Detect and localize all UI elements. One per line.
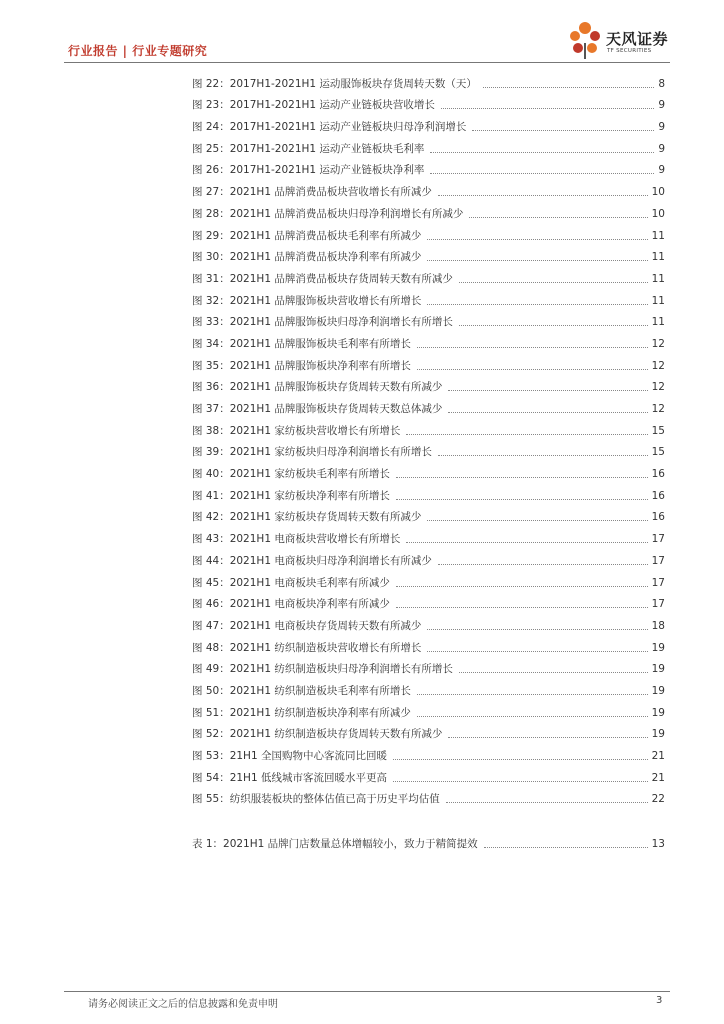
entry-page-number: 22 [651, 793, 665, 806]
dot-leader [427, 304, 647, 305]
entry-page-number: 11 [651, 229, 665, 242]
table-index-list [192, 829, 665, 851]
figure-index-entry[interactable] [192, 134, 665, 156]
dot-leader [459, 672, 648, 673]
logo-text-cn: 天风证券 [606, 30, 669, 48]
dot-leader [469, 217, 647, 218]
entry-page-number: 17 [651, 554, 665, 567]
entry-page-number: 12 [651, 381, 665, 394]
dot-leader [396, 607, 648, 608]
dot-leader [430, 152, 654, 153]
entry-title: 表 1：2021H1 品牌门店数量总体增幅较小，致力于精简提效 [192, 837, 478, 850]
entry-title: 图 40：2021H1 家纺板块毛利率有所增长 [192, 468, 390, 481]
figure-index-entry[interactable] [192, 611, 665, 633]
dot-leader [417, 369, 648, 370]
dot-leader [396, 477, 648, 478]
entry-title: 图 25：2017H1-2021H1 运动产业链板块毛利率 [192, 142, 425, 155]
dot-leader [427, 239, 647, 240]
entry-page-number: 11 [651, 294, 665, 307]
entry-page-number: 12 [651, 359, 665, 372]
entry-page-number: 21 [651, 750, 665, 762]
entry-page-number: 19 [651, 641, 665, 654]
figure-index-entry[interactable] [192, 590, 665, 612]
entry-title: 图 38：2021H1 家纺板块营收增长有所增长 [192, 424, 401, 437]
dot-leader [459, 282, 648, 283]
figure-index-entry[interactable] [192, 785, 665, 807]
report-category: 行业报告 | 行业专题研究 [68, 44, 208, 58]
entry-page-number: 19 [651, 706, 665, 719]
header-divider [64, 62, 670, 63]
dot-leader [393, 781, 648, 782]
logo-text-en: TF SECURITIES [607, 48, 652, 54]
figure-index-entry[interactable] [192, 91, 665, 113]
entry-title: 图 55：纺织服装板块的整体估值已高于历史平均估值 [192, 793, 440, 806]
entry-title: 图 41：2021H1 家纺板块净利率有所增长 [192, 489, 390, 502]
entry-title: 图 30：2021H1 品牌消费品板块净利率有所减少 [192, 251, 422, 264]
figure-index-entry[interactable] [192, 394, 665, 416]
figure-index-entry[interactable] [192, 308, 665, 330]
flower-logo-icon [566, 20, 604, 60]
entry-title: 图 36：2021H1 品牌服饰板块存货周转天数有所减少 [192, 381, 443, 394]
figure-index-entry[interactable] [192, 416, 665, 438]
figure-index-entry[interactable] [192, 676, 665, 698]
entry-page-number: 9 [658, 121, 665, 134]
entry-title: 图 39：2021H1 家纺板块归母净利润增长有所增长 [192, 446, 432, 459]
figure-index-entry[interactable] [192, 481, 665, 503]
figure-index-entry[interactable] [192, 741, 665, 763]
company-logo [566, 20, 676, 60]
figure-index-entry[interactable] [192, 243, 665, 265]
dot-leader [448, 412, 647, 413]
entry-page-number: 12 [651, 403, 665, 415]
dot-leader [438, 195, 648, 196]
figure-index-entry[interactable] [192, 156, 665, 178]
entry-title: 图 26：2017H1-2021H1 运动产业链板块净利率 [192, 164, 425, 177]
figure-index-entry[interactable] [192, 221, 665, 243]
dot-leader [417, 716, 648, 717]
entry-title: 图 22：2017H1-2021H1 运动服饰板块存货周转天数（天） [192, 77, 477, 90]
figure-index-entry[interactable] [192, 698, 665, 720]
dot-leader [472, 130, 654, 131]
figure-index-entry[interactable] [192, 329, 665, 351]
figure-index-entry[interactable] [192, 524, 665, 546]
dot-leader [430, 173, 654, 174]
dot-leader [417, 694, 648, 695]
entry-page-number: 19 [651, 728, 665, 741]
figure-index-entry[interactable] [192, 438, 665, 460]
entry-page-number: 16 [651, 468, 665, 481]
dot-leader [406, 434, 647, 435]
footer-divider [64, 991, 670, 992]
dot-leader [459, 325, 648, 326]
dot-leader [438, 455, 648, 456]
page-number: 3 [656, 995, 663, 1006]
entry-title: 图 42：2021H1 家纺板块存货周转天数有所减少 [192, 511, 422, 524]
dot-leader [446, 802, 648, 803]
figure-index-entry[interactable] [192, 177, 665, 199]
entry-page-number: 15 [651, 446, 665, 459]
page-header [0, 0, 724, 64]
dot-leader [427, 260, 647, 261]
dot-leader [448, 390, 647, 391]
entry-page-number: 11 [651, 251, 665, 264]
entry-title: 图 31：2021H1 品牌消费品板块存货周转天数有所减少 [192, 272, 453, 285]
entry-page-number: 13 [651, 837, 665, 850]
dot-leader [484, 847, 648, 848]
figure-index-entry[interactable] [192, 69, 665, 91]
entry-page-number: 19 [651, 663, 665, 676]
entry-page-number: 19 [651, 684, 665, 697]
figure-index-entry[interactable] [192, 655, 665, 677]
entry-page-number: 17 [651, 598, 665, 611]
figure-index-entry[interactable] [192, 286, 665, 308]
figure-index-entry[interactable] [192, 112, 665, 134]
entry-title: 图 24：2017H1-2021H1 运动产业链板块归母净利润增长 [192, 121, 467, 134]
entry-page-number: 11 [651, 272, 665, 285]
figure-index-entry[interactable] [192, 568, 665, 590]
entry-page-number: 11 [651, 316, 665, 329]
entry-page-number: 21 [651, 771, 665, 784]
table-index-entry[interactable] [192, 829, 665, 851]
entry-page-number: 16 [651, 489, 665, 502]
dot-leader [396, 586, 648, 587]
figure-index-entry[interactable] [192, 633, 665, 655]
entry-title: 图 28：2021H1 品牌消费品板块归母净利润增长有所减少 [192, 207, 464, 220]
figure-index-entry[interactable] [192, 351, 665, 373]
entry-title: 图 51：2021H1 纺织制造板块净利率有所减少 [192, 706, 411, 719]
entry-title: 图 37：2021H1 品牌服饰板块存货周转天数总体减少 [192, 403, 443, 415]
entry-page-number: 15 [651, 424, 665, 437]
figure-index-list [192, 69, 665, 806]
entry-page-number: 10 [651, 186, 665, 199]
entry-page-number: 9 [658, 142, 665, 155]
entry-title: 图 49：2021H1 纺织制造板块归母净利润增长有所增长 [192, 663, 453, 676]
figure-index-entry[interactable] [192, 264, 665, 286]
entry-title: 图 45：2021H1 电商板块毛利率有所减少 [192, 576, 390, 589]
entry-title: 图 47：2021H1 电商板块存货周转天数有所减少 [192, 619, 422, 632]
entry-title: 图 29：2021H1 品牌消费品板块毛利率有所减少 [192, 229, 422, 242]
dot-leader [406, 542, 647, 543]
figure-index-entry[interactable] [192, 546, 665, 568]
dot-leader [417, 347, 648, 348]
entry-title: 图 34：2021H1 品牌服饰板块毛利率有所增长 [192, 337, 411, 350]
entry-title: 图 46：2021H1 电商板块净利率有所减少 [192, 598, 390, 611]
dot-leader [396, 499, 648, 500]
entry-title: 图 53：21H1 全国购物中心客流同比回暖 [192, 750, 387, 762]
entry-page-number: 10 [651, 207, 665, 220]
entry-title: 图 48：2021H1 纺织制造板块营收增长有所增长 [192, 641, 422, 654]
dot-leader [393, 759, 648, 760]
entry-page-number: 9 [658, 164, 665, 177]
entry-title: 图 27：2021H1 品牌消费品板块营收增长有所减少 [192, 186, 432, 199]
entry-title: 图 33：2021H1 品牌服饰板块归母净利润增长有所增长 [192, 316, 453, 329]
dot-leader [438, 564, 648, 565]
dot-leader [448, 737, 647, 738]
entry-title: 图 43：2021H1 电商板块营收增长有所增长 [192, 533, 401, 546]
entry-title: 图 44：2021H1 电商板块归母净利润增长有所减少 [192, 554, 432, 567]
dot-leader [483, 87, 654, 88]
footer-disclaimer: 请务必阅读正文之后的信息披露和免责申明 [88, 999, 278, 1010]
figure-index-entry[interactable] [192, 720, 665, 742]
entry-page-number: 12 [651, 337, 665, 350]
figure-index-entry[interactable] [192, 373, 665, 395]
entry-title: 图 50：2021H1 纺织制造板块毛利率有所增长 [192, 684, 411, 697]
dot-leader [441, 108, 654, 109]
entry-page-number: 17 [651, 533, 665, 546]
entry-page-number: 9 [658, 99, 665, 112]
figure-index-entry[interactable] [192, 199, 665, 221]
dot-leader [427, 520, 647, 521]
entry-page-number: 17 [651, 576, 665, 589]
entry-title: 图 54：21H1 低线城市客流回暖水平更高 [192, 771, 387, 784]
figure-index-entry[interactable] [192, 459, 665, 481]
entry-title: 图 32：2021H1 品牌服饰板块营收增长有所增长 [192, 294, 422, 307]
entry-title: 图 35：2021H1 品牌服饰板块净利率有所增长 [192, 359, 411, 372]
entry-title: 图 52：2021H1 纺织制造板块存货周转天数有所减少 [192, 728, 443, 741]
entry-page-number: 16 [651, 511, 665, 524]
entry-page-number: 8 [658, 77, 665, 90]
entry-page-number: 18 [651, 619, 665, 632]
figure-index-entry[interactable] [192, 763, 665, 785]
figure-index-entry[interactable] [192, 503, 665, 525]
dot-leader [427, 629, 647, 630]
entry-title: 图 23：2017H1-2021H1 运动产业链板块营收增长 [192, 99, 435, 112]
dot-leader [427, 651, 647, 652]
